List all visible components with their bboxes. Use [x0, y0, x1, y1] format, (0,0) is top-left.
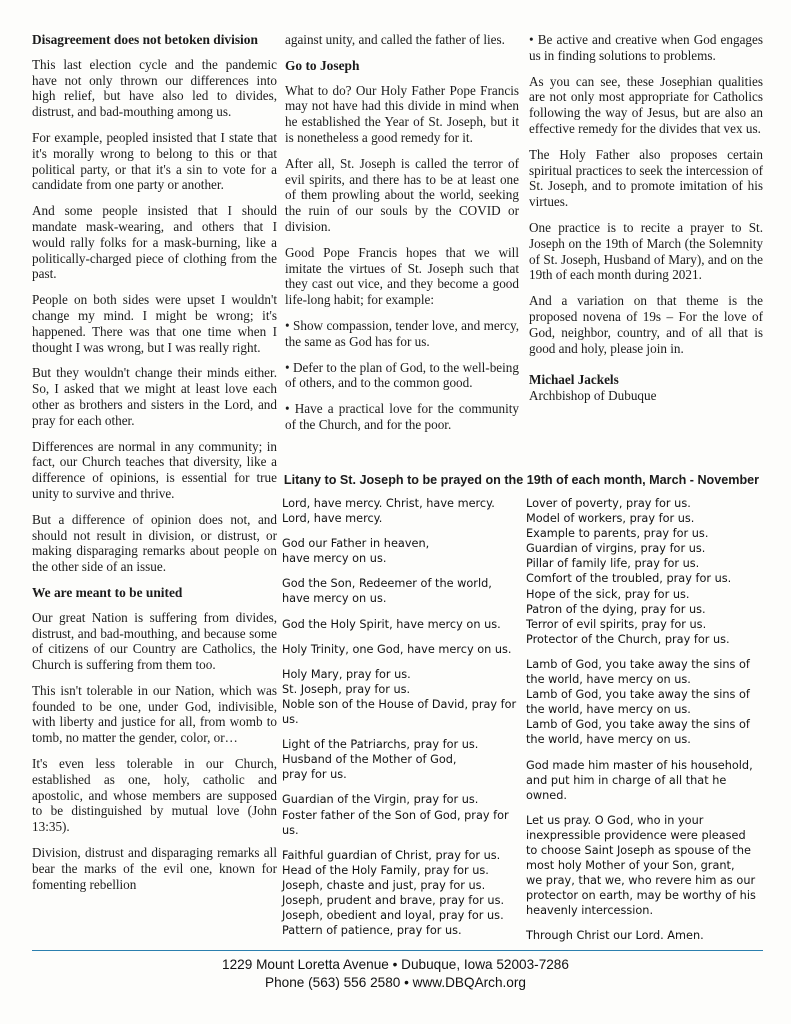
paragraph: One practice is to recite a prayer to St. Joseph on the 19th of March (the Solemnity of St. Joseph, Husband of Mary), and on the 19th of each month during 2021. [529, 219, 763, 283]
paragraph: What to do? Our Holy Father Pope Francis may not have had this divide in mind when he established the Year of St. Joseph, but it is nonetheless a good remedy for it. [285, 82, 519, 145]
paragraph: Division, distrust and disparaging remarks all bear the marks of the evil one, known for fomenting rebellion [32, 845, 277, 892]
litany-verse: God made him master of his household, and put him in charge of all that he owned. [526, 758, 753, 802]
footer-divider [32, 950, 763, 951]
litany-verse: God the Son, Redeemer of the world, have mercy on us. [282, 577, 492, 606]
paragraph: As you can see, these Josephian qualities are not only most appropriate for Catholics following the way of Jesus, but are also an effective remedy for the divides that vex us. [529, 73, 763, 136]
litany-verse: Guardian of the Virgin, pray for us. Foster father of the Son of God, pray for us. [282, 793, 509, 837]
paragraph: But a difference of opinion does not, and should not result in division, or distrust, or making disparaging remarks about people on the other side of an issue. [32, 511, 277, 575]
litany-verse: Let us pray. O God, who in your inexpressible providence were pleased to choose Saint Joseph as spouse of the most holy Mother of your Son, grant, we pray, that we, who revere him as our protector on earth, may be worthy of his heavenly intercession. [526, 813, 756, 918]
bullet-item: • Have a practical love for the community of the Church, and for the poor. [285, 401, 519, 432]
paragraph: Differences are normal in any community; in fact, our Church teaches that diversity, like a difference of opinions, is essential for true unity to survive and thrive. [32, 438, 277, 501]
footer [0, 956, 791, 992]
bullet-item: • Be active and creative when God engages us in finding solutions to problems. [529, 32, 763, 63]
paragraph: For example, peopled insisted that I state that it's morally wrong to belong to this or that political party, or that it's a sin to vote for a candidate from one party or another. [32, 129, 277, 193]
litany-verse: Through Christ our Lord. Amen. [526, 929, 704, 943]
author-name: Michael Jackels [529, 372, 619, 388]
litany-verse: God the Holy Spirit, have mercy on us. [282, 617, 501, 631]
paragraph: This isn't tolerable in our Nation, which was founded to be one, under God, indivisible, with liberty and justice for all, from womb to tomb, no matter the gender, color, or… [32, 682, 277, 746]
litany-verse: Light of the Patriarchs, pray for us. Husband of the Mother of God, pray for us. [282, 738, 479, 782]
litany-column-right [526, 496, 763, 954]
paragraph: And a variation on that theme is the proposed novena of 19s – For the love of God, neighbor, country, and of all that is good and holy, please join in. [529, 293, 763, 356]
litany-verse: Lamb of God, you take away the sins of the world, have mercy on us. Lamb of God, you take away the sins of the world, have mercy on us. Lamb of God, you take away the sins of the world, have mercy on us. [526, 657, 750, 747]
paragraph: And some people insisted that I should mandate mask-wearing, and others that I would rally folks for a mask-burning, like a politically-charged piece of clothing from the past. [32, 203, 277, 282]
paragraph: It's even less tolerable in our Church, established as one, holy, catholic and apostolic, and whose members are supposed to be distinguished by mutual love (John 13:35). [32, 756, 277, 835]
bullet-item: • Defer to the plan of God, to the well-being of others, and to the common good. [285, 359, 519, 391]
footer-contact: Phone (563) 556 2580 • www.DBQArch.org [265, 975, 526, 990]
litany-verse: Faithful guardian of Christ, pray for us. Head of the Holy Family, pray for us. Joseph, chaste and just, pray for us. Joseph, prudent and brave, pray for us. Joseph, obedient and loyal, pray for us. Pattern of patience, pray for us. [282, 848, 505, 938]
section-heading: We are meant to be united [32, 584, 183, 600]
bullet-item: • Show compassion, tender love, and mercy, the same as God has for us. [285, 317, 519, 349]
section-heading: Go to Joseph [285, 57, 360, 73]
paragraph: Our great Nation is suffering from divides, distrust, and bad-mouthing, and because some of citizens of our Country are Catholics, the Church is suffering from them too. [32, 609, 277, 673]
litany-verse: Holy Mary, pray for us. St. Joseph, pray for us. Noble son of the House of David, pray for us. [282, 667, 517, 727]
paragraph: The Holy Father also proposes certain spiritual practices to seek the intercession of St. Joseph, and to promote imitation of his virtues. [529, 146, 763, 210]
paragraph: After all, St. Joseph is called the terror of evil spirits, and there has to be at least one of them prowling about the world, seeking the ruin of our souls by the COVID or division. [285, 155, 519, 234]
paragraph: Good Pope Francis hopes that we will imitate the virtues of St. Joseph such that they cast out vice, and they become a good life-long habit; for example: [285, 244, 519, 308]
paragraph: People on both sides were upset I wouldn't change my mind. I might be wrong; it's happened. There was that one time when I thought I was wrong, but I was really right. [32, 292, 277, 355]
litany-column-left [282, 496, 520, 948]
paragraph: But they wouldn't change their minds either. So, I asked that we might at least love each other as brothers and sisters in the Lord, and pray for each other. [32, 365, 277, 428]
paragraph: against unity, and called the father of lies. [285, 32, 505, 47]
litany-verse: Holy Trinity, one God, have mercy on us. [282, 642, 512, 656]
paragraph: This last election cycle and the pandemic have not only thrown our differences into high relief, but have also led to divides, distrust, and bad-mouthing among us. [32, 56, 277, 120]
litany-box [278, 466, 765, 948]
litany-title: Litany to St. Joseph to be prayed on the 19th of each month, March - November [283, 473, 760, 487]
litany-verse: Lover of poverty, pray for us. Model of workers, pray for us. Example to parents, pray for us. Guardian of virgins, pray for us. Pillar of family life, pray for us. Comfort of the troubled, pray for us. Hope of the sick, pray for us. Patron of the dying, pray for us. Terror of evil spirits, pray for us. Protector of the Church, pray for us. [526, 497, 732, 646]
article-column-1 [32, 32, 277, 902]
footer-address: 1229 Mount Loretta Avenue • Dubuque, Iowa 52003-7286 [222, 957, 569, 972]
author-title: Archbishop of Dubuque [529, 388, 657, 404]
signature-block [529, 372, 763, 404]
article-column-2 [285, 32, 519, 443]
litany-verse: Lord, have mercy. Christ, have mercy. Lord, have mercy. [282, 497, 495, 526]
litany-verse: God our Father in heaven, have mercy on us. [282, 537, 430, 566]
article-column-3 [529, 32, 763, 404]
section-heading: Disagreement does not betoken division [32, 32, 258, 47]
